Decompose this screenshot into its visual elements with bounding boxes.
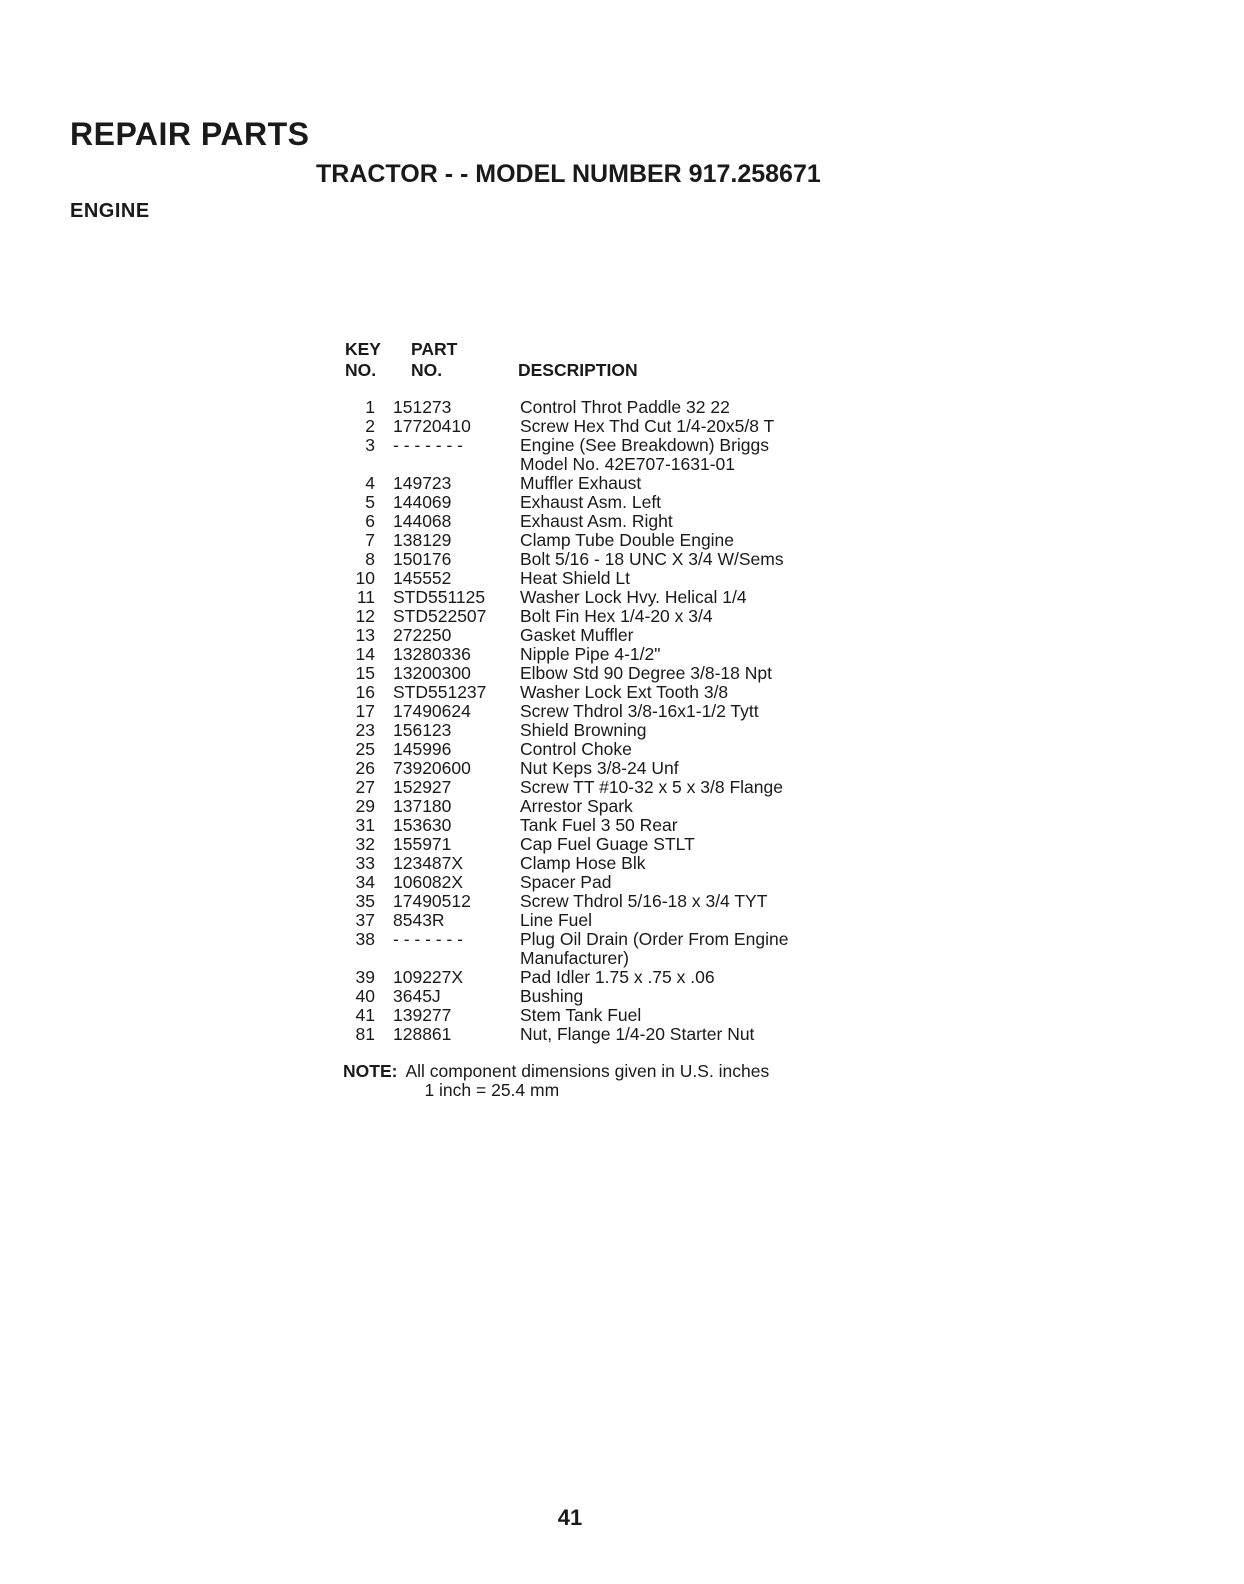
table-row [345,493,865,512]
part-number: 152927 [393,777,452,797]
part-number: 145552 [393,568,452,588]
part-number: 155971 [393,834,452,854]
key-number: 7 [365,530,375,550]
table-row [345,778,865,797]
header-key-line2: NO. [345,360,377,380]
key-number: 25 [355,739,375,759]
part-number: 144068 [393,511,452,531]
part-description: Screw TT #10-32 x 5 x 3/8 Flange [520,777,783,797]
key-number: 11 [356,587,375,607]
key-number: 8 [365,549,375,569]
table-row [345,930,865,968]
part-description: Nut, Flange 1/4-20 Starter Nut [520,1024,755,1044]
key-number: 13 [355,625,375,645]
part-description: Heat Shield Lt [520,568,630,588]
part-number: STD522507 [393,606,487,626]
part-description: Control Choke [520,739,632,759]
part-number: - - - - - - - [393,929,463,949]
table-header [345,340,865,384]
part-number: STD551237 [393,682,487,702]
part-description: Muffler Exhaust [520,473,642,493]
part-description: Exhaust Asm. Left [520,492,662,512]
table-row [345,550,865,569]
table-row [345,816,865,835]
table-row [345,531,865,550]
part-number: 8543R [393,910,445,930]
key-number: 2 [365,416,375,436]
part-number: 137180 [393,796,452,816]
key-number: 3 [365,435,375,455]
key-number: 35 [355,891,375,911]
part-description: Bushing [520,986,584,1006]
key-number: 26 [355,758,375,778]
key-number: 14 [355,644,375,664]
table-row [345,835,865,854]
part-number: 149723 [393,473,452,493]
table-row [345,1006,865,1025]
note-line-1: All component dimensions given in U.S. inches [405,1061,770,1081]
part-description: Control Throt Paddle 32 22 [520,397,730,417]
key-number: 23 [355,720,375,740]
part-description: Screw Hex Thd Cut 1/4-20x5/8 T [520,416,775,436]
table-row [345,759,865,778]
key-number: 32 [355,834,375,854]
table-row [345,664,865,683]
part-description: Line Fuel [520,910,592,930]
part-description: Elbow Std 90 Degree 3/8-18 Npt [520,663,772,683]
key-number: 41 [355,1005,375,1025]
part-description: Screw Thdrol 5/16-18 x 3/4 TYT [520,891,768,911]
part-description: Shield Browning [520,720,647,740]
table-row [345,968,865,987]
table-row [345,398,865,417]
part-number: 156123 [393,720,452,740]
part-description: Nut Keps 3/8-24 Unf [520,758,679,778]
key-number: 38 [355,929,375,949]
note-line-2: 1 inch = 25.4 mm [424,1080,560,1100]
part-number: 13280336 [393,644,471,664]
part-number: 145996 [393,739,452,759]
part-number: 17490624 [393,701,471,721]
page-title: REPAIR PARTS [70,116,310,152]
table-row [345,740,865,759]
header-key-line1: KEY [345,339,381,359]
key-number: 10 [355,568,375,588]
part-number: 139277 [393,1005,452,1025]
table-row [345,569,865,588]
table-row [345,892,865,911]
part-number: 150176 [393,549,452,569]
part-description: Tank Fuel 3 50 Rear [520,815,678,835]
key-number: 1 [365,397,375,417]
part-number: 144069 [393,492,452,512]
part-description: Bolt 5/16 - 18 UNC X 3/4 W/Sems [520,549,784,569]
part-description: Exhaust Asm. Right [520,511,673,531]
note-label: NOTE: [343,1061,398,1081]
part-number: 151273 [393,397,452,417]
key-number: 31 [355,815,375,835]
table-row [345,512,865,531]
part-number: STD551125 [393,587,486,607]
key-number: 81 [355,1024,375,1044]
header-description: DESCRIPTION [518,360,638,380]
part-number: 3645J [393,986,441,1006]
part-number: 153630 [393,815,452,835]
header-part-line2: NO. [411,360,443,380]
part-number: 106082X [393,872,464,892]
table-row [345,474,865,493]
table-row [345,417,865,436]
key-number: 12 [355,606,375,626]
table-row [345,797,865,816]
part-description: Spacer Pad [520,872,612,892]
table-row [345,702,865,721]
key-number: 15 [355,663,375,683]
part-number: 138129 [393,530,452,550]
parts-rows [345,398,865,1044]
part-number: 13200300 [393,663,471,683]
part-description: Bolt Fin Hex 1/4-20 x 3/4 [520,606,713,626]
part-description: Gasket Muffler [520,625,634,645]
key-number: 16 [355,682,375,702]
part-description: Arrestor Spark [520,796,633,816]
part-description: Plug Oil Drain (Order From Engine Manufacturer) [520,929,789,968]
part-description: Screw Thdrol 3/8-16x1-1/2 Tytt [520,701,759,721]
note [343,1062,769,1100]
table-row [345,1025,865,1044]
parts-table [345,340,865,1044]
table-row [345,436,865,474]
part-number: - - - - - - - [393,435,463,455]
table-row [345,911,865,930]
table-row [345,607,865,626]
part-description: Washer Lock Hvy. Helical 1/4 [520,587,747,607]
table-row [345,854,865,873]
part-number: 17490512 [393,891,471,911]
key-number: 37 [355,910,375,930]
part-number: 123487X [393,853,464,873]
key-number: 29 [355,796,375,816]
key-number: 33 [355,853,375,873]
key-number: 17 [355,701,375,721]
part-number: 73920600 [393,758,471,778]
part-description: Engine (See Breakdown) Briggs Model No. 42E707-1631-01 [520,435,770,474]
table-row [345,721,865,740]
key-number: 39 [355,967,375,987]
key-number: 40 [355,986,375,1006]
table-row [345,588,865,607]
key-number: 6 [365,511,375,531]
table-row [345,873,865,892]
key-number: 27 [355,777,375,797]
part-number: 17720410 [393,416,471,436]
part-description: Stem Tank Fuel [520,1005,642,1025]
table-row [345,987,865,1006]
key-number: 4 [365,473,375,493]
part-description: Clamp Tube Double Engine [520,530,735,550]
table-row [345,626,865,645]
key-number: 5 [365,492,375,512]
part-description: Nipple Pipe 4-1/2" [520,644,661,664]
model-subtitle: TRACTOR - - MODEL NUMBER 917.258671 [316,160,821,188]
page-number: 41 [557,1505,583,1530]
header-part-line1: PART [411,339,458,359]
part-number: 128861 [393,1024,452,1044]
key-number: 34 [355,872,375,892]
part-description: Washer Lock Ext Tooth 3/8 [520,682,729,702]
part-description: Cap Fuel Guage STLT [520,834,695,854]
table-row [345,683,865,702]
part-number: 109227X [393,967,464,987]
section-label: ENGINE [70,200,150,222]
table-row [345,645,865,664]
part-description: Pad Idler 1.75 x .75 x .06 [520,967,715,987]
part-number: 272250 [393,625,452,645]
part-description: Clamp Hose Blk [520,853,646,873]
